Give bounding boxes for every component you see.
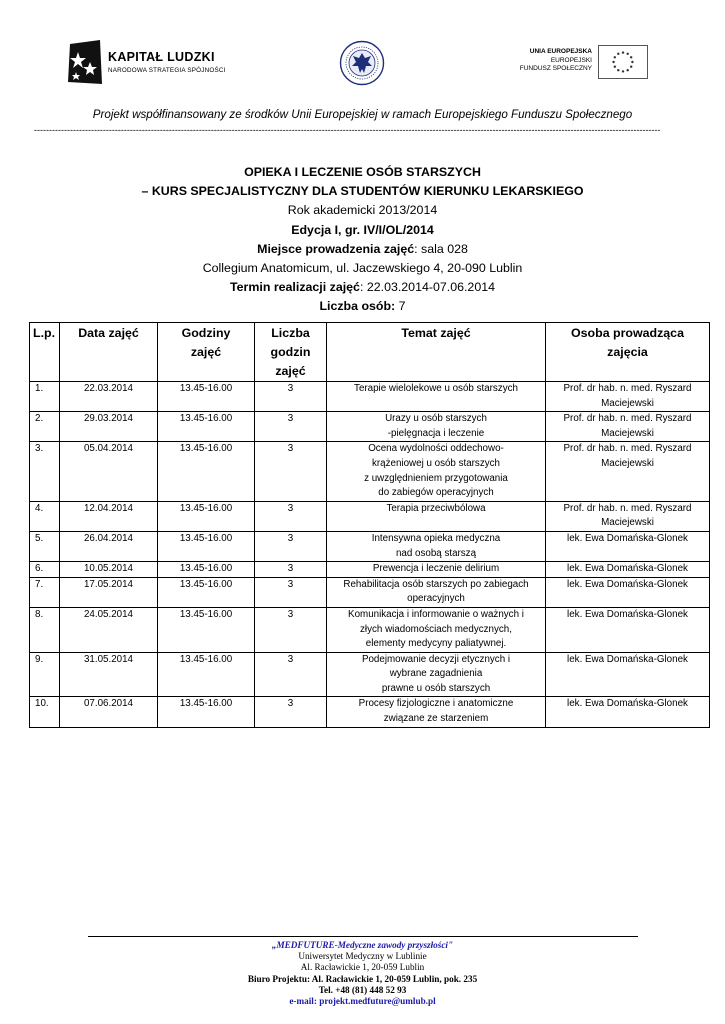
cell-lp: 3. [30, 442, 60, 501]
cell-hour-count: 3 [255, 531, 327, 561]
footer-address: Al. Racławickie 1, 20-059 Lublin [300, 962, 425, 973]
cell-topic-line: związane ze starzeniem [383, 713, 489, 725]
page-footer [0, 940, 725, 1007]
participants-value: 7 [395, 299, 406, 314]
cell-lp: 6. [30, 562, 60, 578]
cell-date: 10.05.2014 [60, 562, 158, 578]
cell-lp: 1. [30, 382, 60, 412]
cell-hours: 13.45-16.00 [158, 652, 255, 697]
course-subtitle: – KURS SPECJALISTYCZNY DLA STUDENTÓW KIERUNKU LEKARSKIEGO [141, 184, 584, 199]
cell-topic-line: Urazy u osób starszych [385, 413, 487, 425]
table-row [30, 382, 710, 412]
cell-lp: 10. [30, 697, 60, 727]
eu-title: UNIA EUROPEJSKA [529, 48, 592, 55]
cell-topic [327, 412, 546, 442]
cell-hour-count: 3 [255, 562, 327, 578]
cell-hours: 13.45-16.00 [158, 501, 255, 531]
cell-teacher-line: Maciejewski [601, 517, 654, 529]
kapital-ludzki-emblem-icon [66, 38, 104, 86]
table-row [30, 577, 710, 607]
header-separator: ----------------------------------------------------------------------------------------------------------------------------------------------------------------------------------------------------------------- [34, 126, 661, 134]
cell-topic [327, 607, 546, 652]
cell-teacher [546, 562, 710, 578]
cell-hour-count: 3 [255, 382, 327, 412]
cell-topic-line: z uwzględnieniem przygotowania [364, 472, 508, 484]
cell-lp: 2. [30, 412, 60, 442]
cell-topic-line: operacyjnych [407, 593, 465, 605]
cell-topic [327, 562, 546, 578]
table-row [30, 697, 710, 727]
table-row [30, 531, 710, 561]
cell-topic [327, 531, 546, 561]
cell-topic-line: -pielęgnacja i leczenie [387, 427, 485, 439]
cell-teacher [546, 697, 710, 727]
cell-topic-line: do zabiegów operacyjnych [378, 487, 494, 499]
cell-topic [327, 442, 546, 501]
cell-topic-line: Intensywna opieka medyczna [371, 532, 501, 544]
address-line: Collegium Anatomicum, ul. Jaczewskiego 4, 20-090 Lublin [202, 261, 523, 276]
term-label: Termin realizacji zajęć [230, 280, 360, 295]
eu-fund-line1: EUROPEJSKI [550, 56, 592, 64]
cell-date: 17.05.2014 [60, 577, 158, 607]
cell-topic-line: Rehabilitacja osób starszych po zabiegach [343, 578, 529, 590]
eu-flag-icon [598, 45, 648, 79]
cell-teacher-line: lek. Ewa Domańska-Glonek [567, 578, 688, 590]
cell-hour-count: 3 [255, 442, 327, 501]
cell-date: 31.05.2014 [60, 652, 158, 697]
kapital-ludzki-subtitle: NARODOWA STRATEGIA SPÓJNOŚCI [108, 67, 226, 74]
footer-phone: Tel. +48 (81) 448 52 93 [318, 984, 407, 995]
cell-teacher-line: lek. Ewa Domańska-Glonek [567, 608, 688, 620]
course-title: OPIEKA I LECZENIE OSÓB STARSZYCH [244, 165, 481, 179]
cell-topic [327, 652, 546, 697]
cell-topic-line: Podejmowanie decyzji etycznych i [361, 653, 511, 665]
cell-topic-line: Terapia przeciwbólowa [386, 502, 486, 514]
cell-hours: 13.45-16.00 [158, 577, 255, 607]
cell-teacher [546, 442, 710, 501]
cofinancing-note: Projekt współfinansowany ze środków Unii Europejskiej w ramach Europejskiego Funduszu Społecznego [92, 108, 633, 121]
cell-date: 24.05.2014 [60, 607, 158, 652]
cell-teacher-line: lek. Ewa Domańska-Glonek [567, 532, 688, 544]
cell-lp: 5. [30, 531, 60, 561]
footer-university: Uniwersytet Medyczny w Lublinie [298, 951, 427, 962]
header-topic: Temat zajęć [327, 323, 546, 382]
location-value: : sala 028 [414, 241, 468, 256]
cell-topic-line: krążeniowej u osób starszych [372, 457, 500, 469]
edition-group: Edycja I, gr. IV/I/OL/2014 [291, 222, 434, 237]
cell-topic [327, 577, 546, 607]
cell-hour-count: 3 [255, 607, 327, 652]
cell-teacher [546, 577, 710, 607]
header-teacher: Osoba prowadząca zajęcia [546, 323, 710, 382]
kapital-ludzki-logo [66, 38, 226, 88]
cell-teacher-line: lek. Ewa Domańska-Glonek [567, 698, 688, 710]
cell-lp: 7. [30, 577, 60, 607]
cell-teacher [546, 412, 710, 442]
eu-fund-line2: FUNDUSZ SPOŁECZNY [519, 65, 592, 73]
cell-teacher-line: Maciejewski [601, 427, 654, 439]
cell-teacher [546, 382, 710, 412]
cell-topic-line: Prewencja i leczenie delirium [372, 563, 500, 575]
cell-hour-count: 3 [255, 652, 327, 697]
university-seal-icon [339, 40, 385, 86]
cell-teacher [546, 531, 710, 561]
footer-rule [88, 936, 638, 937]
cell-teacher [546, 607, 710, 652]
footer-project-name: „MEDFUTURE-Medyczne zawody przyszłości" [271, 940, 454, 950]
cell-topic [327, 697, 546, 727]
cell-hours: 13.45-16.00 [158, 562, 255, 578]
cell-hours: 13.45-16.00 [158, 697, 255, 727]
cell-topic-line: złych wiadomościach medycznych, [360, 623, 512, 635]
course-info [0, 163, 725, 317]
location-line [0, 240, 725, 259]
page-header [0, 0, 725, 100]
cell-lp: 8. [30, 607, 60, 652]
footer-office: Biuro Projektu: Al. Racławickie 1, 20-059 Lublin, pok. 235 [247, 973, 478, 984]
header-lp: L.p. [30, 323, 60, 382]
cell-hour-count: 3 [255, 697, 327, 727]
cell-hours: 13.45-16.00 [158, 442, 255, 501]
table-row [30, 412, 710, 442]
cell-hours: 13.45-16.00 [158, 607, 255, 652]
participants-label: Liczba osób: [319, 299, 396, 314]
cell-teacher [546, 652, 710, 697]
location-label: Miejsce prowadzenia zajęć [257, 241, 415, 256]
cell-teacher-line: Prof. dr hab. n. med. Ryszard [563, 443, 692, 455]
footer-email[interactable]: e-mail: projekt.medfuture@umlub.pl [289, 996, 436, 1007]
cell-topic-line: wybrane zagadnienia [389, 668, 483, 680]
cell-teacher-line: lek. Ewa Domańska-Glonek [567, 653, 688, 665]
cell-hour-count: 3 [255, 501, 327, 531]
cell-teacher-line: lek. Ewa Domańska-Glonek [567, 563, 688, 575]
cell-topic-line: Terapie wielolekowe u osób starszych [354, 383, 518, 394]
cell-hours: 13.45-16.00 [158, 412, 255, 442]
cell-topic [327, 382, 546, 412]
cell-topic-line: prawne u osób starszych [381, 682, 491, 694]
academic-year: Rok akademicki 2013/2014 [287, 203, 438, 218]
participants-line [0, 297, 725, 316]
cell-hour-count: 3 [255, 412, 327, 442]
header-date: Data zajęć [60, 323, 158, 382]
cell-teacher-line: Prof. dr hab. n. med. Ryszard [563, 413, 692, 425]
cell-date: 12.04.2014 [60, 501, 158, 531]
table-row [30, 652, 710, 697]
cell-date: 05.04.2014 [60, 442, 158, 501]
term-value: : 22.03.2014-07.06.2014 [359, 280, 495, 295]
schedule-table [29, 322, 710, 728]
table-row [30, 442, 710, 501]
cell-date: 22.03.2014 [60, 382, 158, 412]
table-row [30, 501, 710, 531]
cell-date: 07.06.2014 [60, 697, 158, 727]
term-line [0, 278, 725, 297]
cell-hours: 13.45-16.00 [158, 382, 255, 412]
cell-topic-line: Procesy fizjologiczne i anatomiczne [358, 698, 514, 710]
cell-topic-line: Komunikacja i informowanie o ważnych i [348, 608, 524, 620]
cell-topic-line: nad osobą starszą [395, 547, 477, 559]
header-hours: Godziny zajęć [158, 323, 255, 382]
cell-teacher-line: Maciejewski [601, 457, 654, 469]
table-row [30, 607, 710, 652]
cell-teacher-line: Prof. dr hab. n. med. Ryszard [563, 502, 692, 514]
cell-date: 29.03.2014 [60, 412, 158, 442]
kapital-ludzki-title: KAPITAŁ LUDZKI [108, 50, 215, 64]
cell-topic-line: Ocena wydolności oddechowo- [368, 443, 504, 455]
cell-teacher [546, 501, 710, 531]
cell-topic-line: elementy medycyny paliatywnej. [365, 638, 507, 650]
eu-logo [520, 45, 648, 81]
cell-hours: 13.45-16.00 [158, 531, 255, 561]
cell-lp: 4. [30, 501, 60, 531]
cell-hour-count: 3 [255, 577, 327, 607]
header-hour-count: Liczba godzin zajęć [255, 323, 327, 382]
table-header-row [30, 323, 710, 382]
cell-lp: 9. [30, 652, 60, 697]
cell-teacher-line: Maciejewski [601, 397, 654, 409]
cell-teacher-line: Prof. dr hab. n. med. Ryszard [563, 383, 692, 394]
cell-topic [327, 501, 546, 531]
cell-date: 26.04.2014 [60, 531, 158, 561]
table-row [30, 562, 710, 578]
